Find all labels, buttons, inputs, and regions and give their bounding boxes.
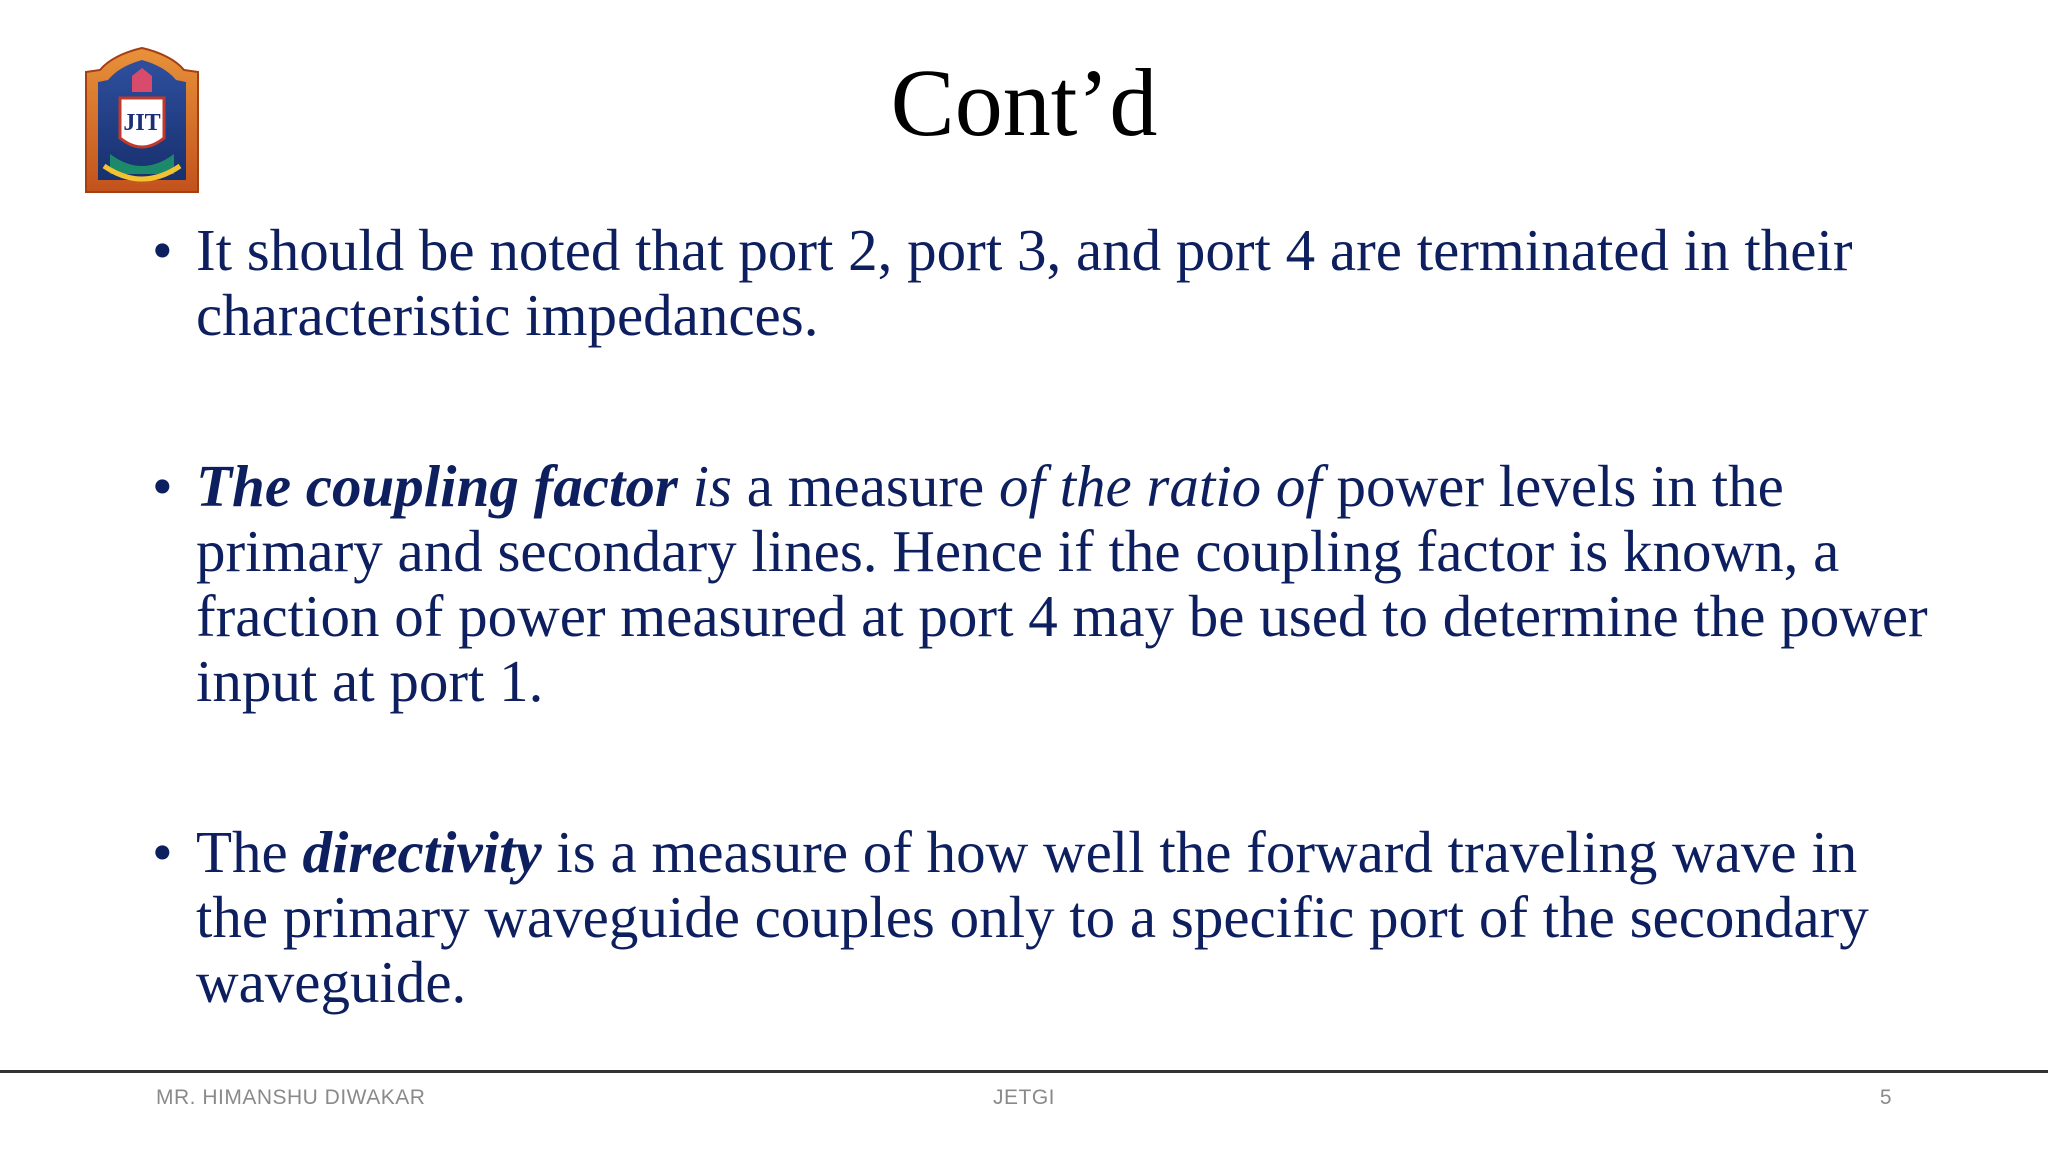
text-the: The [196, 819, 303, 885]
text-a-measure: a measure [731, 453, 999, 519]
svg-text:JIT: JIT [123, 110, 161, 136]
footer-author: MR. HIMANSHU DIWAKAR [156, 1086, 426, 1109]
bullet-text: It should be noted that port 2, port 3, and port 4 are terminated in their characteristic impedances. [196, 217, 1853, 348]
footer-institute: JETGI [992, 1086, 1055, 1109]
bullet-list [150, 218, 1930, 1015]
text-of-the-ratio-of: of the ratio of [998, 453, 1322, 519]
text-is: is [677, 453, 732, 519]
bullet-dot: • [152, 819, 173, 885]
term-coupling-factor: The coupling factor [196, 453, 678, 519]
bullet-dot: • [152, 453, 173, 519]
footer-divider [0, 1070, 2048, 1073]
bullet-dot: • [152, 217, 173, 283]
bullet-item-terminated-ports [150, 218, 1930, 348]
text-directivity-rest: is a measure of how well the forward traveling wave in the primary waveguide couples only to a specific port of the secondary waveguide. [196, 819, 1869, 1015]
slide-title: Cont’d [890, 49, 1158, 156]
term-directivity: directivity [302, 819, 542, 885]
bullet-item-directivity [150, 820, 1930, 1015]
footer-page-number: 5 [1879, 1086, 1892, 1109]
text-coupling-rest: power levels in the primary and secondary lines. Hence if the coupling factor is known, a fraction of power measured at port 4 may be used to determine the power input at port 1. [196, 453, 1928, 714]
bullet-item-coupling-factor [150, 454, 1930, 714]
